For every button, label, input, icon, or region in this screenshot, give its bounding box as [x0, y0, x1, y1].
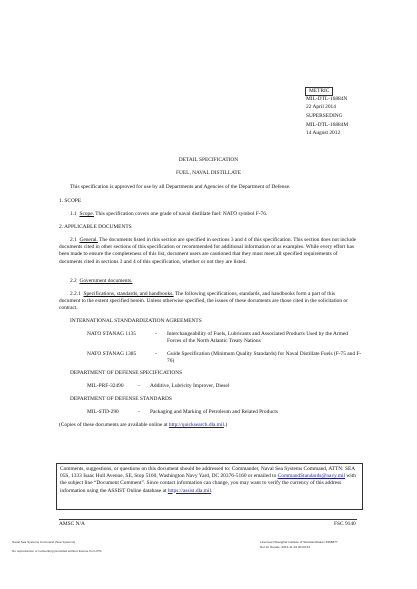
- previous-document-date: 14 August 2012: [306, 130, 341, 136]
- metric-label: METRIC: [305, 87, 333, 96]
- stanag-1135-title: Interchangeability of Fuels, Lubricants and Associated Products Used by the Armed Forces of the North Atlantic Treaty Nations: [167, 331, 348, 345]
- stanag-1385-id: NATO STANAG 1385: [87, 351, 137, 357]
- section-1-1-title: Scope.: [79, 211, 94, 217]
- document-date: 22 April 2014: [306, 104, 336, 110]
- comments-notice-box: Comments, suggestions, or questions on this document should be addressed to: Commander, Naval Sea Systems Command, ATTN: SEA 05S, 1333 Isaac Hull Avenue, SE, Stop 5160, Washington Navy Yard, DC 20376-5160 or emailed to CommandStandards@navy.mil with the subject line “Document Comment”. Since contact information can change, you may want to verify the currency of this address information using the ASSIST Online database at https://assist.dla.mil.: [56, 463, 363, 510]
- previous-document-id: MIL-DTL-16884M: [306, 122, 349, 128]
- spec-type-title: DETAIL SPECIFICATION: [178, 157, 239, 163]
- footer-copyright-holder: Naval Sea Systems Command (Sea Systems): [12, 540, 76, 544]
- section-2-2-title: Government documents.: [79, 278, 133, 284]
- approval-statement: This specification is approved for use by all Departments and Agencies of the Department of Defense.: [70, 184, 291, 190]
- mil-std-290-dash: -: [138, 409, 140, 415]
- footer-resale-notice: Not for Resale, 2014-11-04 00:00:44: [260, 545, 310, 549]
- section-2-1-paragraph: 2.1 General. The documents listed in this section are specified in sections 3 and 4 of this specification. This section does not include documents cited in other sections of this specification or recommended for additional information or as examples. While every effort has been made to ensure the completeness of this list, document users are cautioned that they must meet all specified requirements of documents cited in sections 3 and 4 of this specification, whether or not they are listed.: [59, 237, 357, 265]
- quicksearch-link[interactable]: http://quicksearch.dla.mil: [168, 422, 224, 428]
- section-1-1-paragraph: 1.1 Scope. This specification covers one grade of naval distillate fuel: NATO symbol F-76.: [70, 211, 268, 217]
- mil-std-290-title: Packaging and Marking of Petroleum and Related Products: [150, 409, 278, 415]
- stanag-1135-id: NATO STANAG 1135: [87, 331, 136, 337]
- mil-prf-32490-title: Additive, Lubricity Improver, Diesel: [150, 383, 230, 389]
- superseding-label: SUPERSEDING: [306, 113, 343, 119]
- stanag-1135-dash: -: [155, 331, 157, 337]
- mil-prf-32490-dash: -: [138, 383, 140, 389]
- command-standards-email-link[interactable]: CommandStandards@navy.mil: [277, 473, 346, 480]
- spec-subject-title: FUEL, NAVAL DISTILLATE: [175, 170, 242, 176]
- amsc-label: AMSC N/A: [59, 521, 85, 527]
- mil-prf-32490-id: MIL-PRF-32490: [87, 383, 124, 389]
- section-2-2-1-title: Specifications, standards, and handbooks.: [83, 291, 174, 297]
- document-id: MIL-DTL-16884N: [306, 96, 348, 102]
- section-2-2-1-paragraph: 2.2.1 Specifications, standards, and handbooks. The following specifications, standards, and handbooks form a part of this document to the extent specified herein. Unless otherwise specified, the issues of these documents are those cited in the solicitation or contract.: [59, 291, 348, 312]
- stanag-1385-dash: -: [155, 351, 157, 357]
- fsc-label: FSC 9140: [334, 521, 356, 527]
- footer-licensee: Licensee=Shanghai Institute of Standardization 5958877: [260, 540, 338, 544]
- section-2-heading: 2. APPLICABLE DOCUMENTS: [59, 224, 132, 230]
- dod-standards-heading: DEPARTMENT OF DEFENSE STANDARDS: [70, 396, 172, 402]
- assist-database-link[interactable]: https://assist.dla.mil: [167, 487, 211, 494]
- section-2-1-title: General.: [79, 237, 98, 243]
- dod-specifications-heading: DEPARTMENT OF DEFENSE SPECIFICATIONS: [70, 370, 183, 376]
- footer-reproduction-notice: No reproduction or networking permitted without license from IHS: [12, 549, 102, 553]
- mil-std-290-id: MIL-STD-290: [87, 409, 119, 415]
- copies-availability-note: (Copies of these documents are available online at http://quicksearch.dla.mil.): [59, 422, 228, 428]
- stanag-1385-title: Guide Specification (Minimum Quality Standards) for Naval Distillate Fuels (F-75 and F-76): [167, 351, 362, 365]
- intl-agreements-heading: INTERNATIONAL STANDARDIZATION AGREEMENTS: [70, 318, 202, 324]
- footer-divider: [59, 519, 357, 520]
- section-1-heading: 1. SCOPE: [59, 198, 82, 204]
- section-2-2-paragraph: 2.2 Government documents.: [70, 278, 133, 284]
